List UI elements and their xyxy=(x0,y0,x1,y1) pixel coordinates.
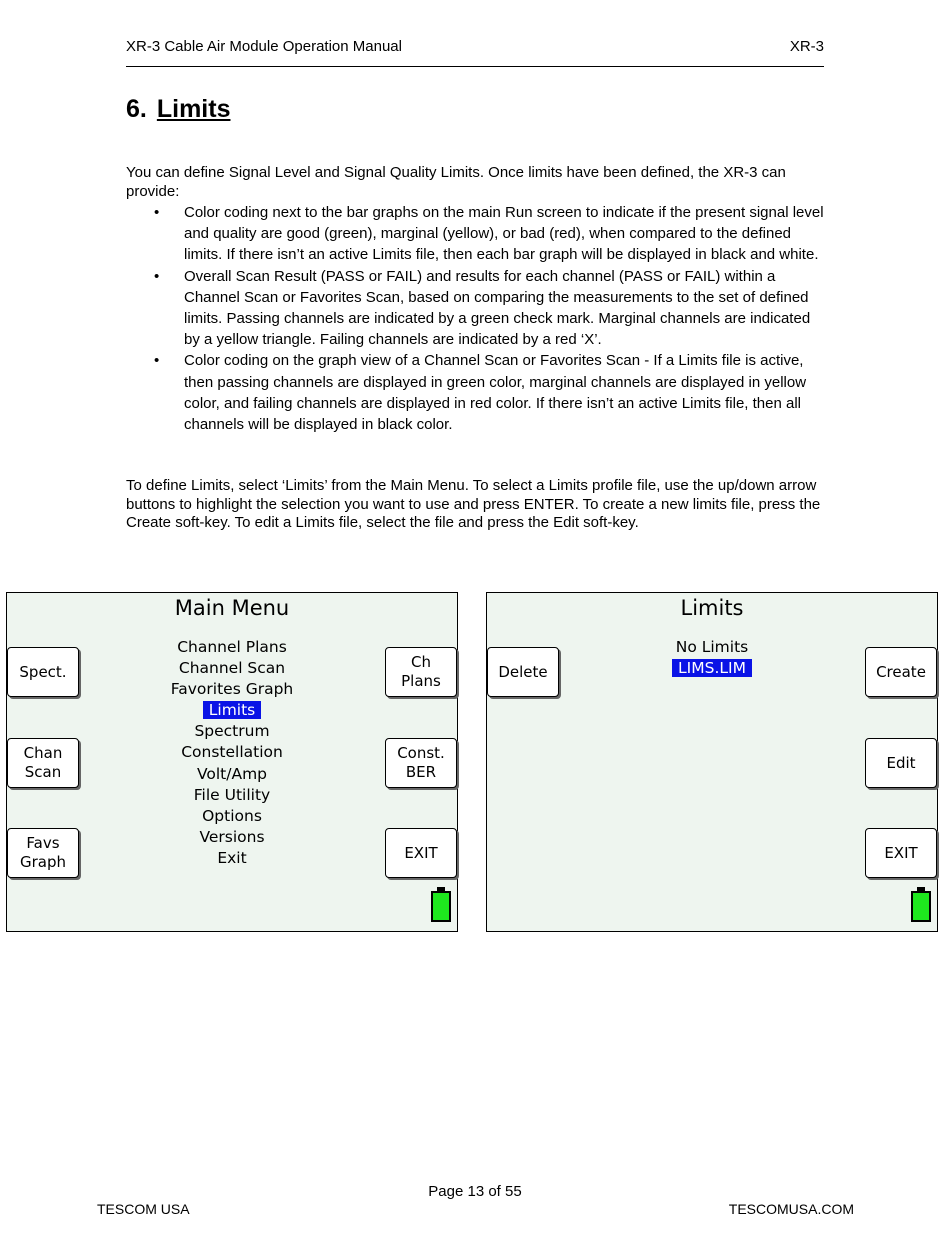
menu-item-limits-selected[interactable] xyxy=(7,700,457,721)
favs-graph-softkey[interactable]: Favs Graph xyxy=(7,828,79,878)
battery-icon xyxy=(911,891,931,922)
list-item xyxy=(126,202,824,266)
menu-item-versions[interactable]: Versions xyxy=(199,827,265,846)
menu-item-channel-plans[interactable]: Channel Plans xyxy=(177,638,287,656)
exit-softkey[interactable]: EXIT xyxy=(865,828,937,878)
spect-softkey[interactable]: Spect. xyxy=(7,647,79,697)
limits-screen xyxy=(486,592,938,932)
chan-scan-softkey[interactable]: Chan Scan xyxy=(7,738,79,788)
list-item-text: Color coding next to the bar graphs on the main Run screen to indicate if the present signal level and quality are good (green), marginal (yellow), or bad (red), when compared to the defined limits. If there isn’t an active Limits file, then each bar graph will be displayed in black and white. xyxy=(184,204,824,264)
screen-title: Limits xyxy=(680,596,744,620)
list-item-text: Color coding on the graph view of a Channel Scan or Favorites Scan - If a Limits file is active, then passing channels are displayed in green color, marginal channels are displayed in yellow color, and failing channels are displayed in red color. If there isn’t an active Limits file, then all channels will be displayed in black color. xyxy=(184,352,807,434)
section-heading xyxy=(126,95,230,124)
limits-item-no-limits[interactable]: No Limits xyxy=(675,638,749,656)
main-menu-list xyxy=(7,637,457,869)
header-divider xyxy=(126,66,824,67)
menu-item-exit[interactable]: Exit xyxy=(217,848,247,867)
screen-title: Main Menu xyxy=(174,596,290,620)
exit-softkey[interactable]: EXIT xyxy=(385,828,457,878)
edit-softkey[interactable]: Edit xyxy=(865,738,937,788)
selected-label: Limits xyxy=(203,701,262,719)
intro-paragraph: You can define Signal Level and Signal Quality Limits. Once limits have been defined, the XR-3 can provide: xyxy=(126,164,786,200)
list-item xyxy=(126,350,824,435)
instructions-paragraph: To define Limits, select ‘Limits’ from the Main Menu. To select a Limits profile file, use the up/down arrow buttons to highlight the selection you want to use and press ENTER. To create a new limits file, press the Create soft-key. To edit a Limits file, select the file and press the Edit soft-key. xyxy=(126,477,821,532)
menu-item-options[interactable]: Options xyxy=(202,806,262,825)
list-item-text: Overall Scan Result (PASS or FAIL) and results for each channel (PASS or FAIL) within a Channel Scan or Favorites Scan, based on comparing the measurements to the set of defined limits. Passing channels are indicated by a green check mark. Marginal channels are indicated by a yellow triangle. Failing channels are indicated by a red ‘X’. xyxy=(184,267,811,349)
limits-item-selected[interactable] xyxy=(487,658,937,679)
bullet-icon: • xyxy=(154,267,160,285)
header-title: XR-3 Cable Air Module Operation Manual xyxy=(126,38,402,55)
list-item xyxy=(126,266,824,351)
const-ber-softkey[interactable]: Const. BER xyxy=(385,738,457,788)
bullet-icon: • xyxy=(154,204,160,221)
menu-item-file-utility[interactable]: File Utility xyxy=(193,785,271,804)
ch-plans-softkey[interactable]: Ch Plans xyxy=(385,647,457,697)
bullet-icon: • xyxy=(154,352,160,370)
create-softkey[interactable]: Create xyxy=(865,647,937,697)
delete-softkey[interactable]: Delete xyxy=(487,647,559,697)
menu-item-constellation[interactable]: Constellation xyxy=(181,743,283,762)
menu-item-volt-amp[interactable]: Volt/Amp xyxy=(196,764,268,783)
feature-list xyxy=(126,202,824,435)
section-number: 6. xyxy=(126,95,147,123)
footer-company: TESCOM USA xyxy=(97,1201,190,1217)
menu-item-channel-scan[interactable]: Channel Scan xyxy=(178,659,286,678)
section-title: Limits xyxy=(156,95,231,123)
menu-item-spectrum[interactable]: Spectrum xyxy=(194,722,270,741)
menu-item-favorites-graph[interactable]: Favorites Graph xyxy=(170,680,294,699)
battery-icon xyxy=(431,891,451,922)
header-model: XR-3 xyxy=(789,38,824,55)
main-menu-screen xyxy=(6,592,458,932)
page-number: Page 13 of 55 xyxy=(428,1183,522,1200)
footer-website: TESCOMUSA.COM xyxy=(728,1201,854,1217)
selected-label: LIMS.LIM xyxy=(672,659,752,677)
limits-file-list xyxy=(487,637,937,679)
